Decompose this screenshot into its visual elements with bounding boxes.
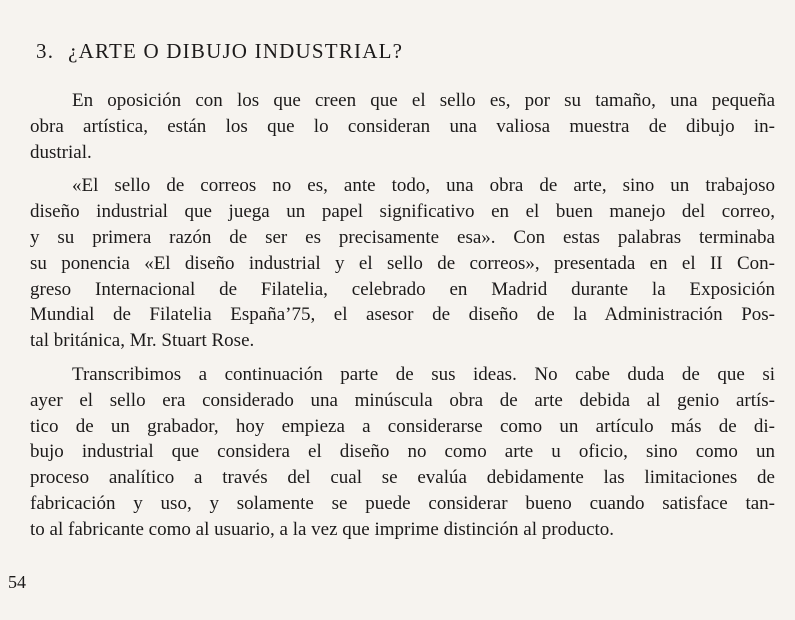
text-line: obra artística, están los que lo consideran una valiosa muestra de dibujo in- <box>30 115 775 137</box>
text-line: ayer el sello era considerado una minúscula obra de arte debida al genio artís- <box>30 389 775 411</box>
text-line: «El sello de correos no es, ante todo, una obra de arte, sino un trabajoso <box>72 175 775 197</box>
text-line: diseño industrial que juega un papel significativo en el buen manejo del correo, <box>30 201 775 223</box>
text-line: tal británica, Mr. Stuart Rose. <box>30 330 255 352</box>
text-line: dustrial. <box>30 141 92 163</box>
text-line: bujo industrial que considera el diseño no como arte u oficio, sino como un <box>30 441 775 463</box>
text-line: En oposición con los que creen que el sello es, por su tamaño, una pequeña <box>72 90 775 111</box>
text-line: to al fabricante como al usuario, a la vez que imprime distinción al producto. <box>30 518 615 540</box>
body-text <box>30 88 775 551</box>
section-title: ¿ARTE O DIBUJO INDUSTRIAL? <box>68 39 404 63</box>
paragraph <box>30 173 775 354</box>
text-line: Transcribimos a continuación parte de sus ideas. No cabe duda de que si <box>72 363 775 385</box>
text-line: Mundial de Filatelia España’75, el asesor de diseño de la Administración Pos- <box>30 304 775 326</box>
text-line: y su primera razón de ser es precisamente esa». Con estas palabras terminaba <box>30 226 775 248</box>
paragraph <box>30 88 775 165</box>
text-line: greso Internacional de Filatelia, celebrado en Madrid durante la Exposición <box>30 278 775 300</box>
section-heading <box>36 39 403 64</box>
text-line: fabricación y uso, y solamente se puede considerar bueno cuando satisface tan- <box>30 492 775 514</box>
paragraph <box>30 362 775 543</box>
text-line: tico de un grabador, hoy empieza a considerarse como un artículo más de di- <box>30 415 775 437</box>
page-number: 54 <box>8 572 26 592</box>
text-line: su ponencia «El diseño industrial y el sello de correos», presentada en el II Con- <box>30 252 775 274</box>
text-line: proceso analítico a través del cual se evalúa debidamente las limitaciones de <box>30 467 775 489</box>
section-number: 3. <box>36 39 55 63</box>
